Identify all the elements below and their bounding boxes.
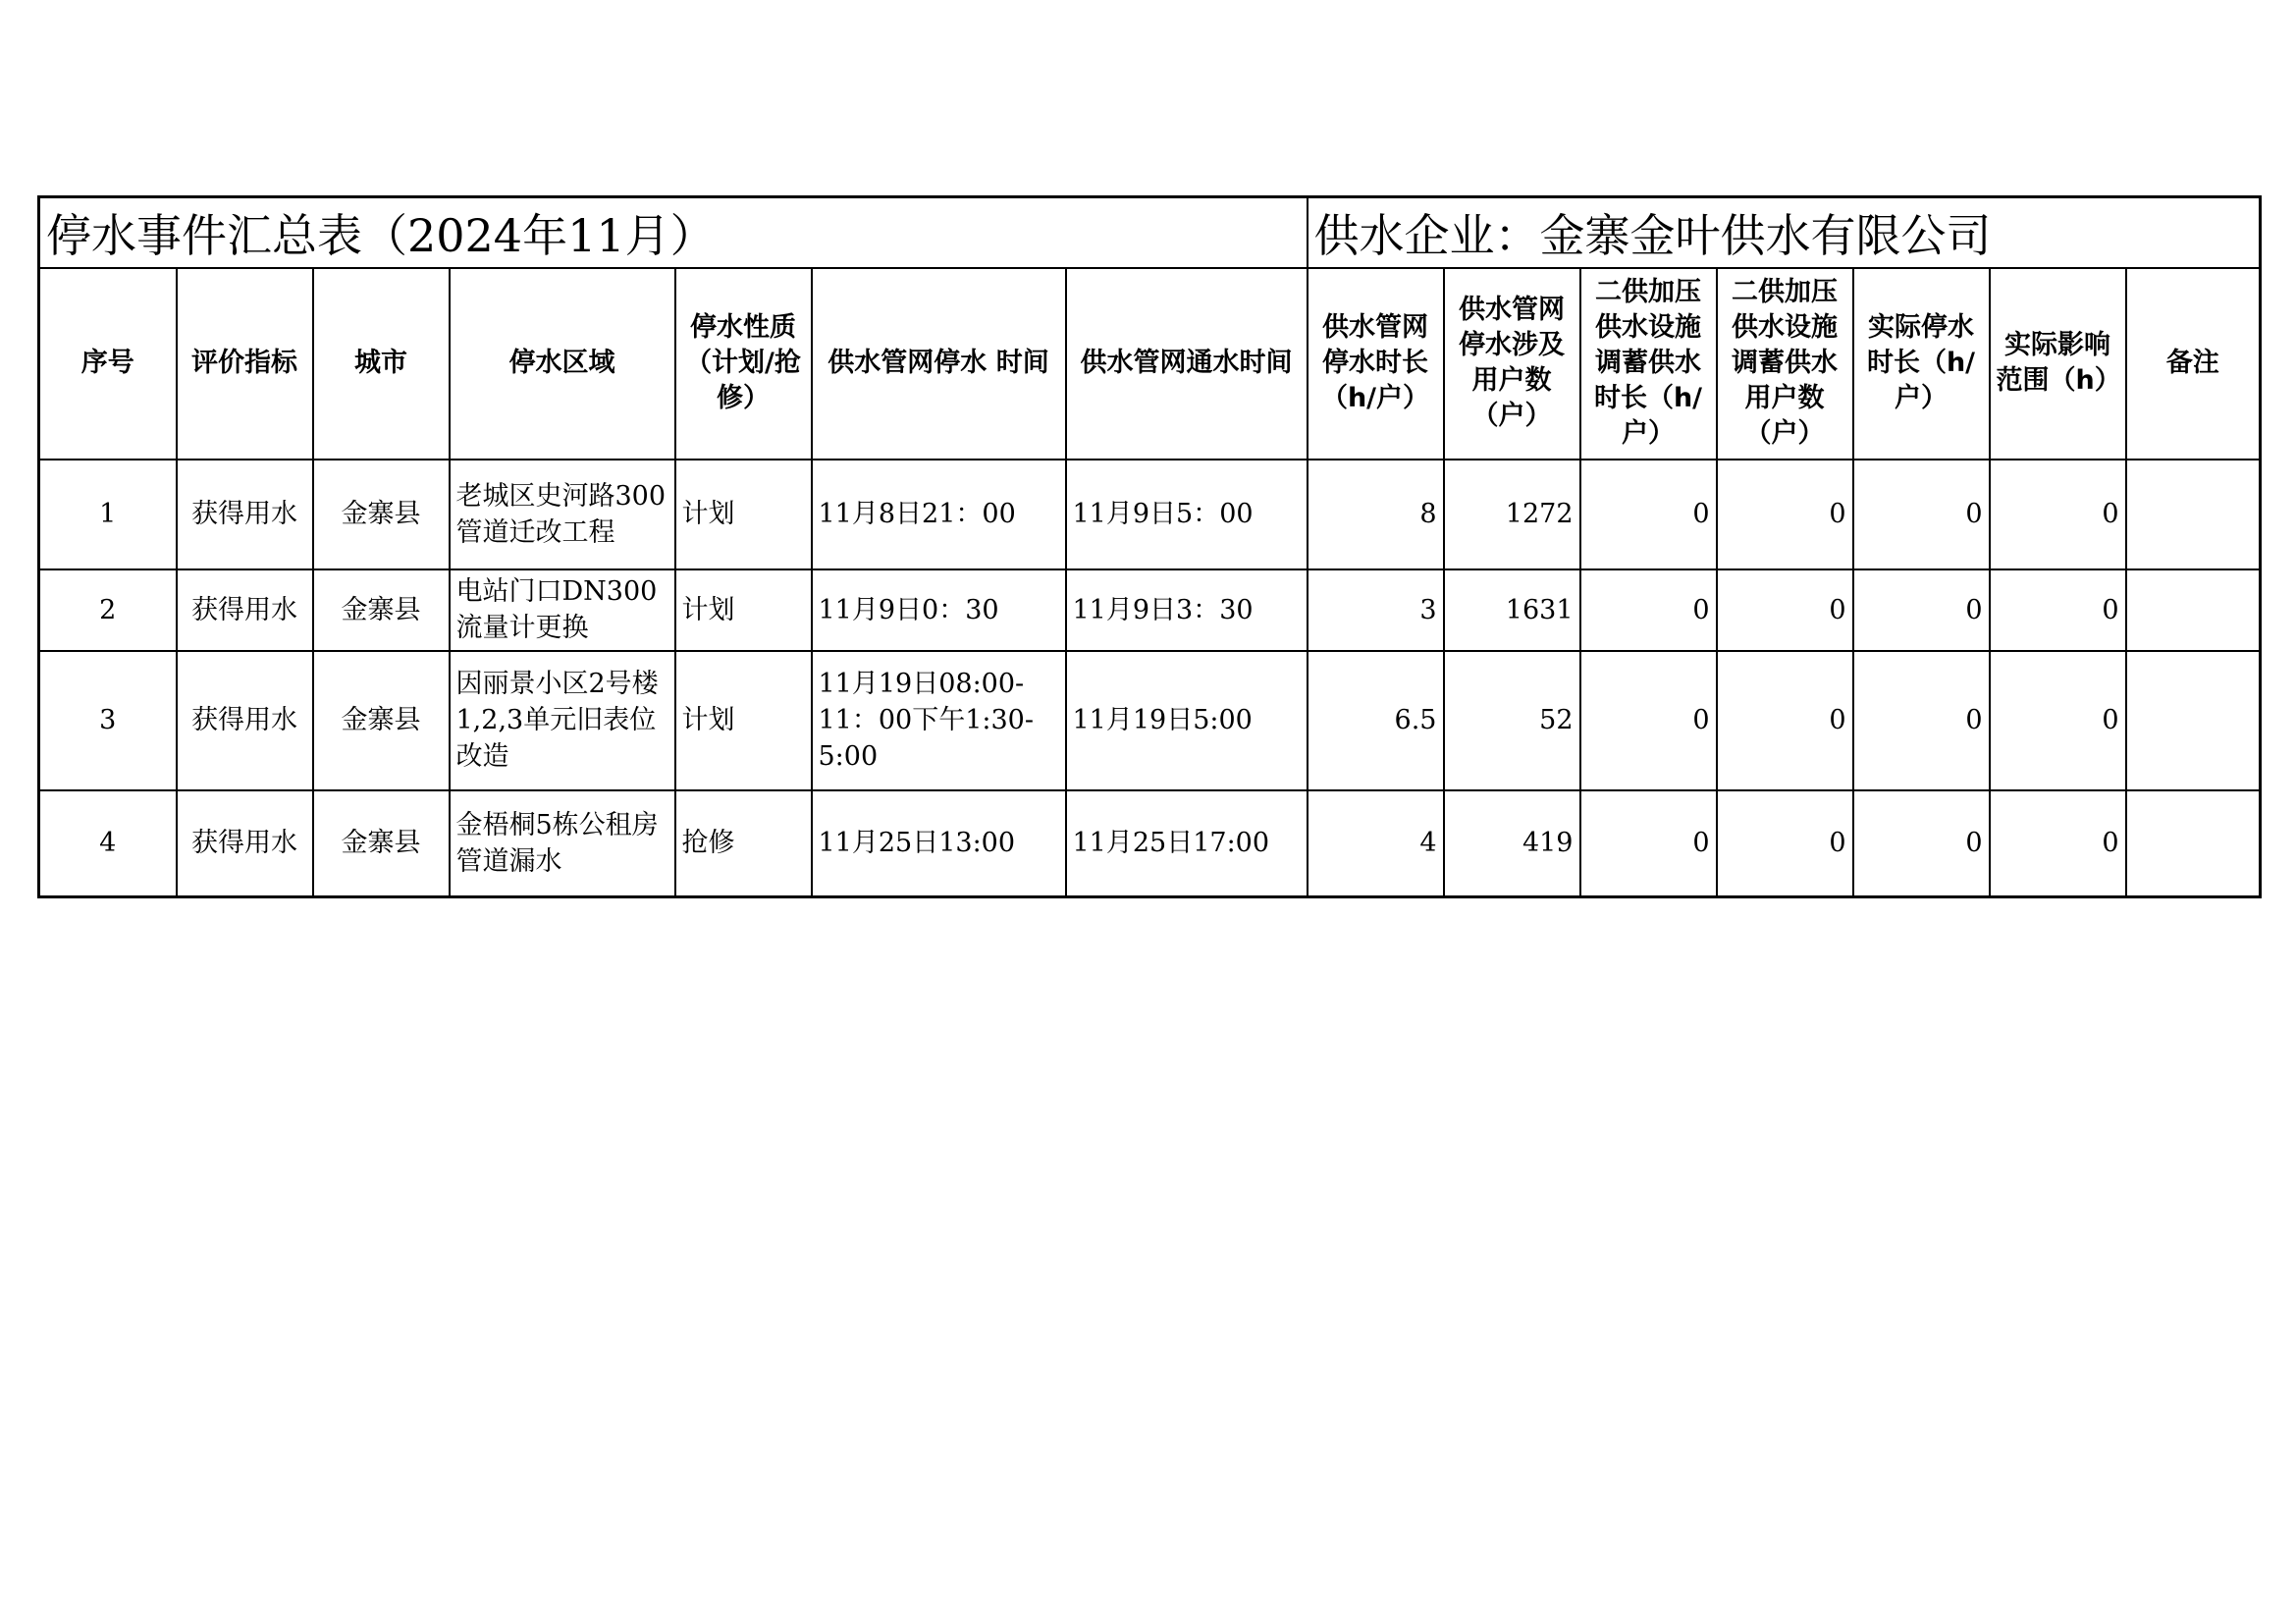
cell-type: 计划 (675, 460, 812, 569)
cell-indicator: 获得用水 (177, 569, 313, 651)
cell-type: 抢修 (675, 790, 812, 897)
header-duration: 供水管网停水时长（h/户） (1308, 268, 1444, 460)
cell-users: 419 (1444, 790, 1580, 897)
header-city: 城市 (313, 268, 450, 460)
cell-actual-duration: 0 (1853, 651, 1990, 790)
table-row (39, 460, 2261, 569)
cell-indicator: 获得用水 (177, 651, 313, 790)
cell-secondary-duration: 0 (1580, 651, 1717, 790)
cell-stop-time: 11月19日08:00-11：00下午1:30-5:00 (812, 651, 1066, 790)
cell-city: 金寨县 (313, 790, 450, 897)
cell-type: 计划 (675, 651, 812, 790)
cell-users: 1272 (1444, 460, 1580, 569)
header-indicator: 评价指标 (177, 268, 313, 460)
cell-secondary-users: 0 (1717, 651, 1853, 790)
table-row (39, 790, 2261, 897)
table-title: 停水事件汇总表（2024年11月） (39, 197, 1308, 268)
header-actual-range: 实际影响范围（h） (1990, 268, 2126, 460)
cell-restore-time: 11月25日17:00 (1066, 790, 1308, 897)
cell-remark (2126, 569, 2261, 651)
cell-restore-time: 11月9日3：30 (1066, 569, 1308, 651)
cell-stop-time: 11月25日13:00 (812, 790, 1066, 897)
cell-restore-time: 11月9日5：00 (1066, 460, 1308, 569)
cell-duration: 3 (1308, 569, 1444, 651)
cell-area: 电站门口DN300流量计更换 (450, 569, 675, 651)
title-row (39, 197, 2261, 268)
cell-duration: 4 (1308, 790, 1444, 897)
header-users: 供水管网停水涉及用户数（户） (1444, 268, 1580, 460)
cell-no: 4 (39, 790, 177, 897)
cell-users: 52 (1444, 651, 1580, 790)
cell-area: 因丽景小区2号楼1,2,3单元旧表位改造 (450, 651, 675, 790)
cell-indicator: 获得用水 (177, 460, 313, 569)
cell-secondary-users: 0 (1717, 460, 1853, 569)
cell-stop-time: 11月8日21：00 (812, 460, 1066, 569)
cell-no: 1 (39, 460, 177, 569)
cell-users: 1631 (1444, 569, 1580, 651)
cell-duration: 8 (1308, 460, 1444, 569)
cell-restore-time: 11月19日5:00 (1066, 651, 1308, 790)
header-restore-time: 供水管网通水时间 (1066, 268, 1308, 460)
cell-area: 金梧桐5栋公租房管道漏水 (450, 790, 675, 897)
cell-actual-duration: 0 (1853, 790, 1990, 897)
cell-actual-range: 0 (1990, 651, 2126, 790)
cell-city: 金寨县 (313, 569, 450, 651)
cell-stop-time: 11月9日0：30 (812, 569, 1066, 651)
cell-type: 计划 (675, 569, 812, 651)
cell-duration: 6.5 (1308, 651, 1444, 790)
cell-actual-duration: 0 (1853, 460, 1990, 569)
cell-actual-range: 0 (1990, 790, 2126, 897)
cell-remark (2126, 460, 2261, 569)
cell-area: 老城区史河路300管道迁改工程 (450, 460, 675, 569)
header-row (39, 268, 2261, 460)
header-secondary-duration: 二供加压供水设施调蓄供水时长（h/户） (1580, 268, 1717, 460)
header-type: 停水性质（计划/抢修） (675, 268, 812, 460)
header-no: 序号 (39, 268, 177, 460)
cell-secondary-duration: 0 (1580, 460, 1717, 569)
cell-indicator: 获得用水 (177, 790, 313, 897)
cell-city: 金寨县 (313, 651, 450, 790)
header-actual-duration: 实际停水时长（h/户） (1853, 268, 1990, 460)
company-name: 供水企业：金寨金叶供水有限公司 (1308, 197, 2261, 268)
header-secondary-users: 二供加压供水设施调蓄供水用户数（户） (1717, 268, 1853, 460)
header-remark: 备注 (2126, 268, 2261, 460)
cell-remark (2126, 651, 2261, 790)
cell-no: 2 (39, 569, 177, 651)
outage-summary-table (37, 195, 2262, 898)
cell-secondary-duration: 0 (1580, 790, 1717, 897)
header-stop-time: 供水管网停水 时间 (812, 268, 1066, 460)
cell-actual-duration: 0 (1853, 569, 1990, 651)
cell-actual-range: 0 (1990, 460, 2126, 569)
cell-no: 3 (39, 651, 177, 790)
cell-secondary-duration: 0 (1580, 569, 1717, 651)
table-row (39, 651, 2261, 790)
table-row (39, 569, 2261, 651)
cell-city: 金寨县 (313, 460, 450, 569)
header-area: 停水区域 (450, 268, 675, 460)
cell-actual-range: 0 (1990, 569, 2126, 651)
cell-remark (2126, 790, 2261, 897)
cell-secondary-users: 0 (1717, 790, 1853, 897)
cell-secondary-users: 0 (1717, 569, 1853, 651)
